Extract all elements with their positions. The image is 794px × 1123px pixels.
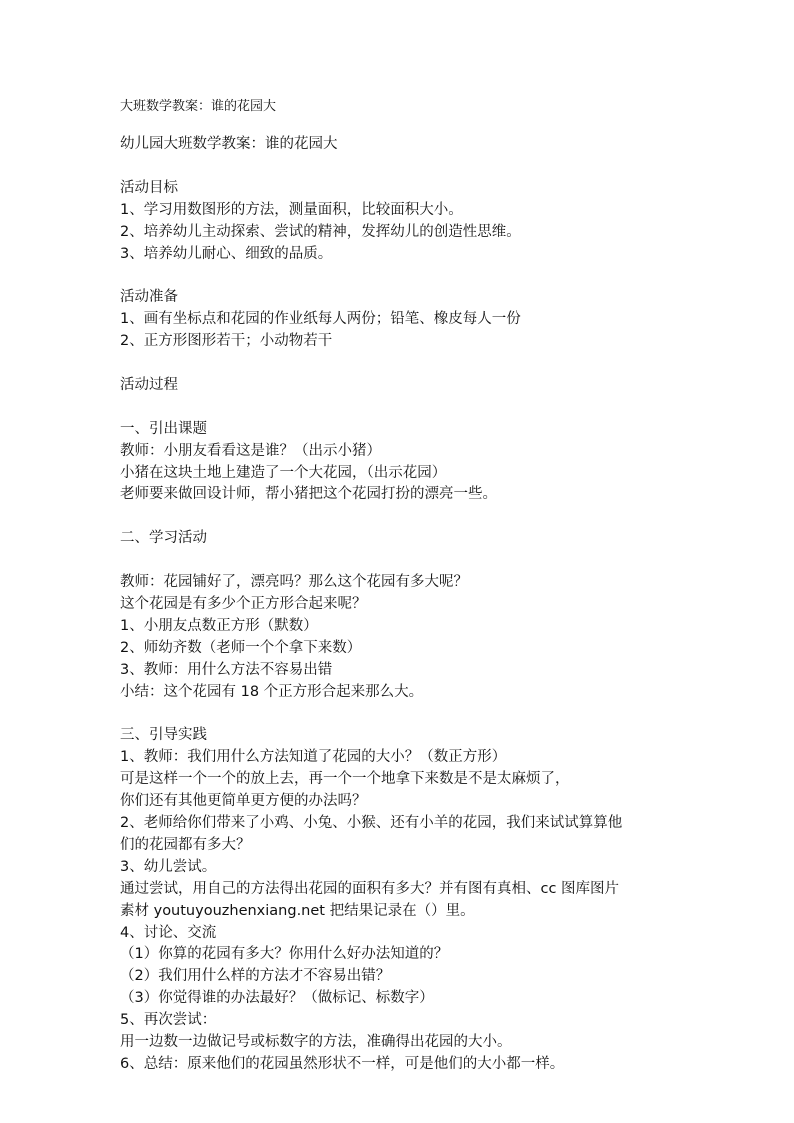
text-line: 2、老师给你们带来了小鸡、小兔、小猴、还有小羊的花园，我们来试试算算他 [120, 814, 623, 831]
blank-line [120, 265, 680, 287]
blank-line [120, 506, 680, 528]
text-line: 4、讨论、交流 [120, 924, 217, 941]
text-line: 通过尝试，用自己的方法得出花园的面积有多大？并有图有真相、cc 图库图片 [120, 880, 620, 897]
text-line: 1、小朋友点数正方形（默数） [120, 617, 318, 634]
text-line: 教师：花园铺好了，漂亮吗？那么这个花园有多大呢？ [120, 574, 468, 591]
text-line: （3）你觉得谁的办法最好？（做标记、标数字） [120, 990, 434, 1007]
blank-line [120, 703, 680, 725]
blank-line [120, 550, 680, 572]
text-line: 三、引导实践 [120, 727, 207, 744]
text-line: 二、学习活动 [120, 530, 207, 547]
text-line: 2、正方形图形若干；小动物若干 [120, 333, 333, 350]
text-line: 活动过程 [120, 376, 178, 393]
text-line: 1、教师：我们用什么方法知道了花园的大小？（数正方形） [120, 749, 507, 766]
text-line: 老师要来做回设计师，帮小猪把这个花园打扮的漂亮一些。 [120, 486, 497, 503]
blank-line [120, 397, 680, 419]
text-line: 你们还有其他更简单更方便的办法吗？ [120, 793, 367, 810]
text-line: 1、学习用数图形的方法，测量面积，比较面积大小。 [120, 201, 463, 218]
text-line: 5、再次尝试： [120, 1012, 217, 1029]
blank-line [120, 156, 680, 178]
text-line: 2、师幼齐数（老师一个个拿下来数） [120, 639, 362, 656]
text-line: 这个花园是有多少个正方形合起来呢？ [120, 595, 367, 612]
text-line: 用一边数一边做记号或标数字的方法，准确得出花园的大小。 [120, 1034, 512, 1051]
text-line: 小猪在这块土地上建造了一个大花园，（出示花园） [120, 464, 447, 481]
text-line: 1、画有坐标点和花园的作业纸每人两份；铅笔、橡皮每人一份 [120, 311, 521, 328]
document-body [120, 134, 680, 1076]
blank-line [120, 353, 680, 375]
text-line: 3、培养幼儿耐心、细致的品质。 [120, 245, 333, 262]
text-line: 3、教师：用什么方法不容易出错 [120, 661, 333, 678]
text-line: 素材 youtuyouzhenxiang.net 把结果记录在（）里。 [120, 902, 475, 919]
text-line: 6、总结：原来他们的花园虽然形状不一样，可是他们的大小都一样。 [120, 1055, 565, 1072]
text-line: 教师：小朋友看看这是谁？（出示小猪） [120, 442, 381, 459]
text-line: 一、引出课题 [120, 420, 207, 437]
text-line: 活动目标 [120, 179, 178, 196]
page-header: 大班数学教案：谁的花园大 [120, 99, 277, 114]
text-line: 们的花园都有多大？ [120, 836, 251, 853]
text-line: 幼儿园大班数学教案：谁的花园大 [120, 136, 338, 152]
text-line: 小结：这个花园有 18 个正方形合起来那么大。 [120, 683, 424, 700]
text-line: （2）我们用什么样的方法才不容易出错？ [120, 968, 391, 985]
text-line: 可是这样一个一个的放上去，再一个一个地拿下来数是不是太麻烦了， [120, 771, 570, 788]
text-line: 活动准备 [120, 289, 178, 306]
text-line: 3、幼儿尝试。 [120, 858, 217, 875]
text-line: （1）你算的花园有多大？你用什么好办法知道的？ [120, 946, 449, 963]
text-line: 2、培养幼儿主动探索、尝试的精神，发挥幼儿的创造性思维。 [120, 223, 521, 240]
